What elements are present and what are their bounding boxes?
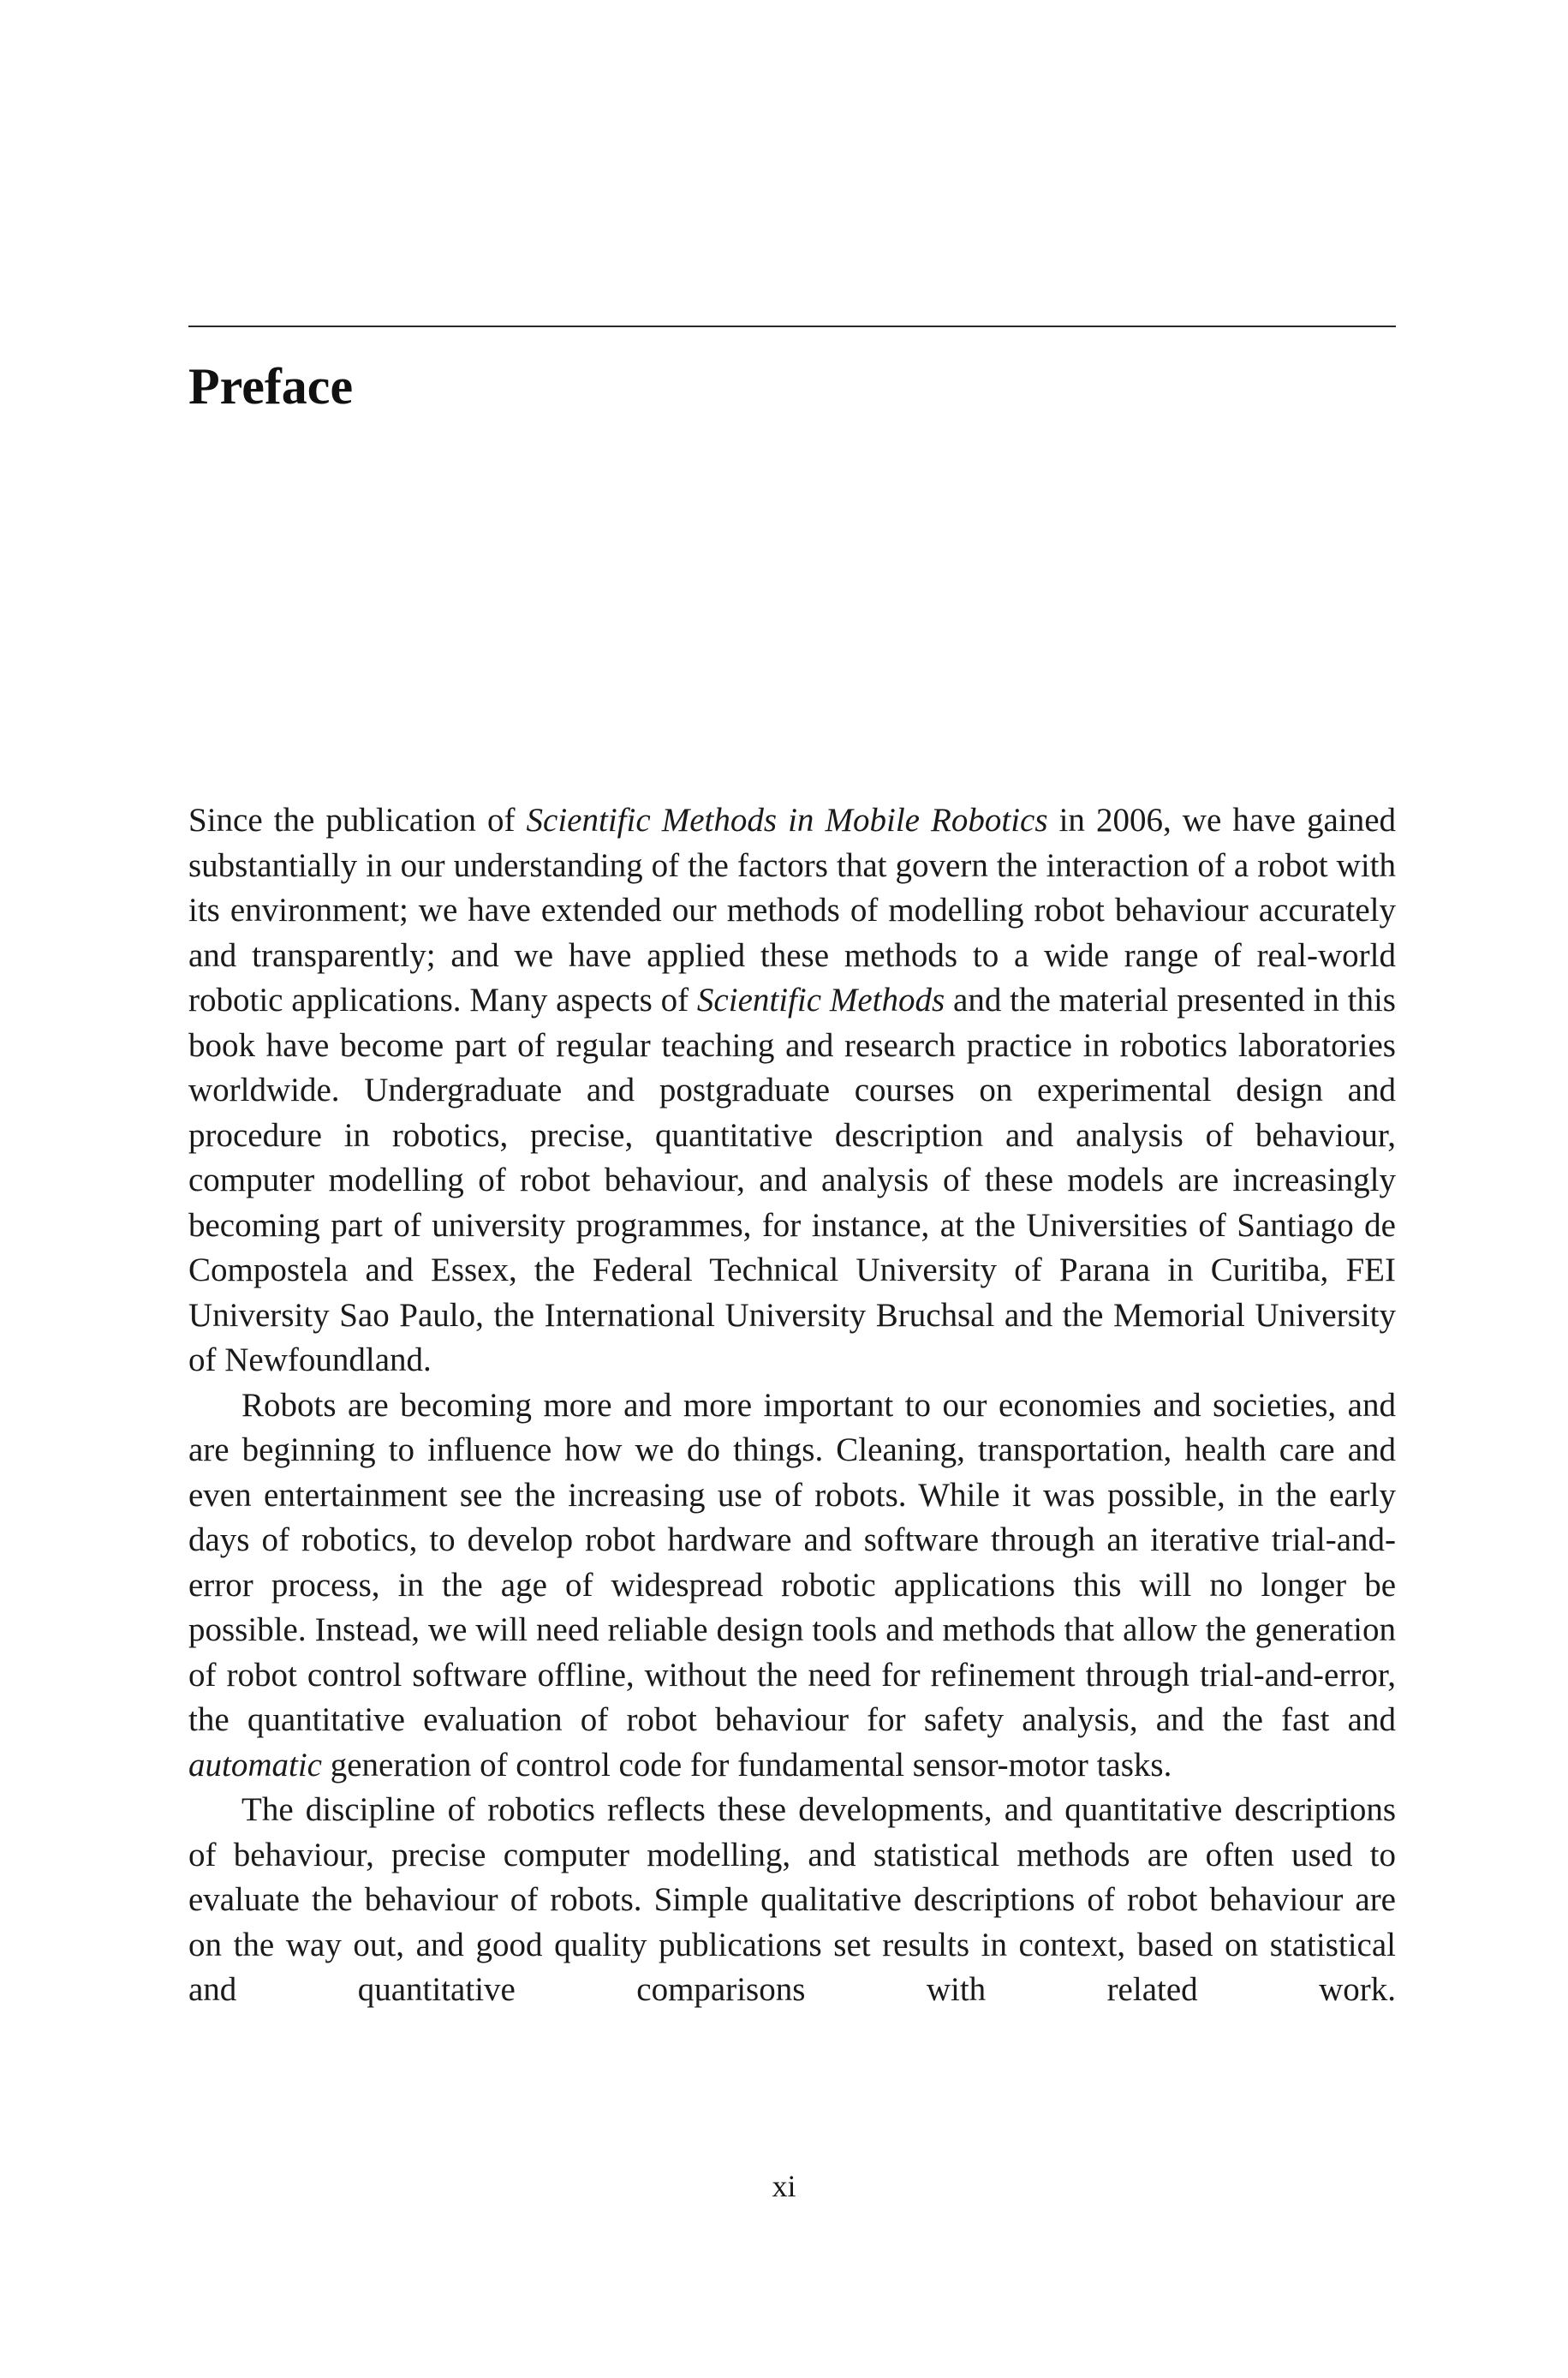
paragraph-1-text-1: Since the publication of xyxy=(188,802,527,839)
paragraph-1-text-2: in 2006, we have gained substantially in our understanding of the factors that govern the interaction of a robot with its environment; we have extended our methods of modelling robot behaviour accurately and transparently; and we have applied these methods to a wide range of real-world robotic applications. Many aspects of xyxy=(188,802,1396,1019)
preface-body xyxy=(188,798,1396,2013)
book-title-italic: Scientific Methods in Mobile Robotics xyxy=(526,802,1048,839)
paragraph-3 xyxy=(188,1788,1396,2013)
paragraph-2-text-2: generation of control code for fundamental sensor-motor tasks. xyxy=(321,1746,1172,1784)
automatic-italic: automatic xyxy=(188,1746,322,1784)
paragraph-2-text-1: Robots are becoming more and more important to our economies and societies, and are beginning to influence how we do things. Cleaning, transportation, health care and even entertainment see the increasing use of robots. While it was possible, in the early days of robotics, to develop robot hardware and software through an iterative trial-and-error process, in the age of widespread robotic applications this will no longer be possible. Instead, we will need reliable design tools and methods that allow the generation of robot control software offline, without the need for refinement through trial-and-error, the quantitative evaluation of robot behaviour for safety analysis, and the fast and xyxy=(188,1386,1396,1738)
page-number: xi xyxy=(772,2169,796,2203)
paragraph-1 xyxy=(188,798,1396,1383)
paragraph-2 xyxy=(188,1383,1396,1789)
page-title: Preface xyxy=(188,358,354,415)
title-rule xyxy=(188,326,1396,327)
short-title-italic: Scientific Methods xyxy=(696,982,945,1019)
paragraph-1-text-3: and the material presented in this book have become part of regular teaching and research practice in robotics laboratories worldwide. Undergraduate and postgraduate courses on experimental design and procedure in robotics, precise, quantitative description and analysis of behaviour, computer modelling of robot behaviour, and analysis of these models are increasingly becoming part of university programmes, for instance, at the Universities of Santiago de Compostela and Essex, the Federal Technical University of Parana in Curitiba, FEI University Sao Paulo, the International University Bruchsal and the Memorial University of Newfoundland. xyxy=(188,982,1396,1378)
paragraph-3-text-1: The discipline of robotics reflects these developments, and quantitative descriptions of behaviour, precise computer modelling, and statistical methods are often used to evaluate the behaviour of robots. Simple qualitative descriptions of robot behaviour are on the way out, and good quality publications set results in context, based on statistical and quantitative comparisons with related work. xyxy=(188,1791,1396,2008)
